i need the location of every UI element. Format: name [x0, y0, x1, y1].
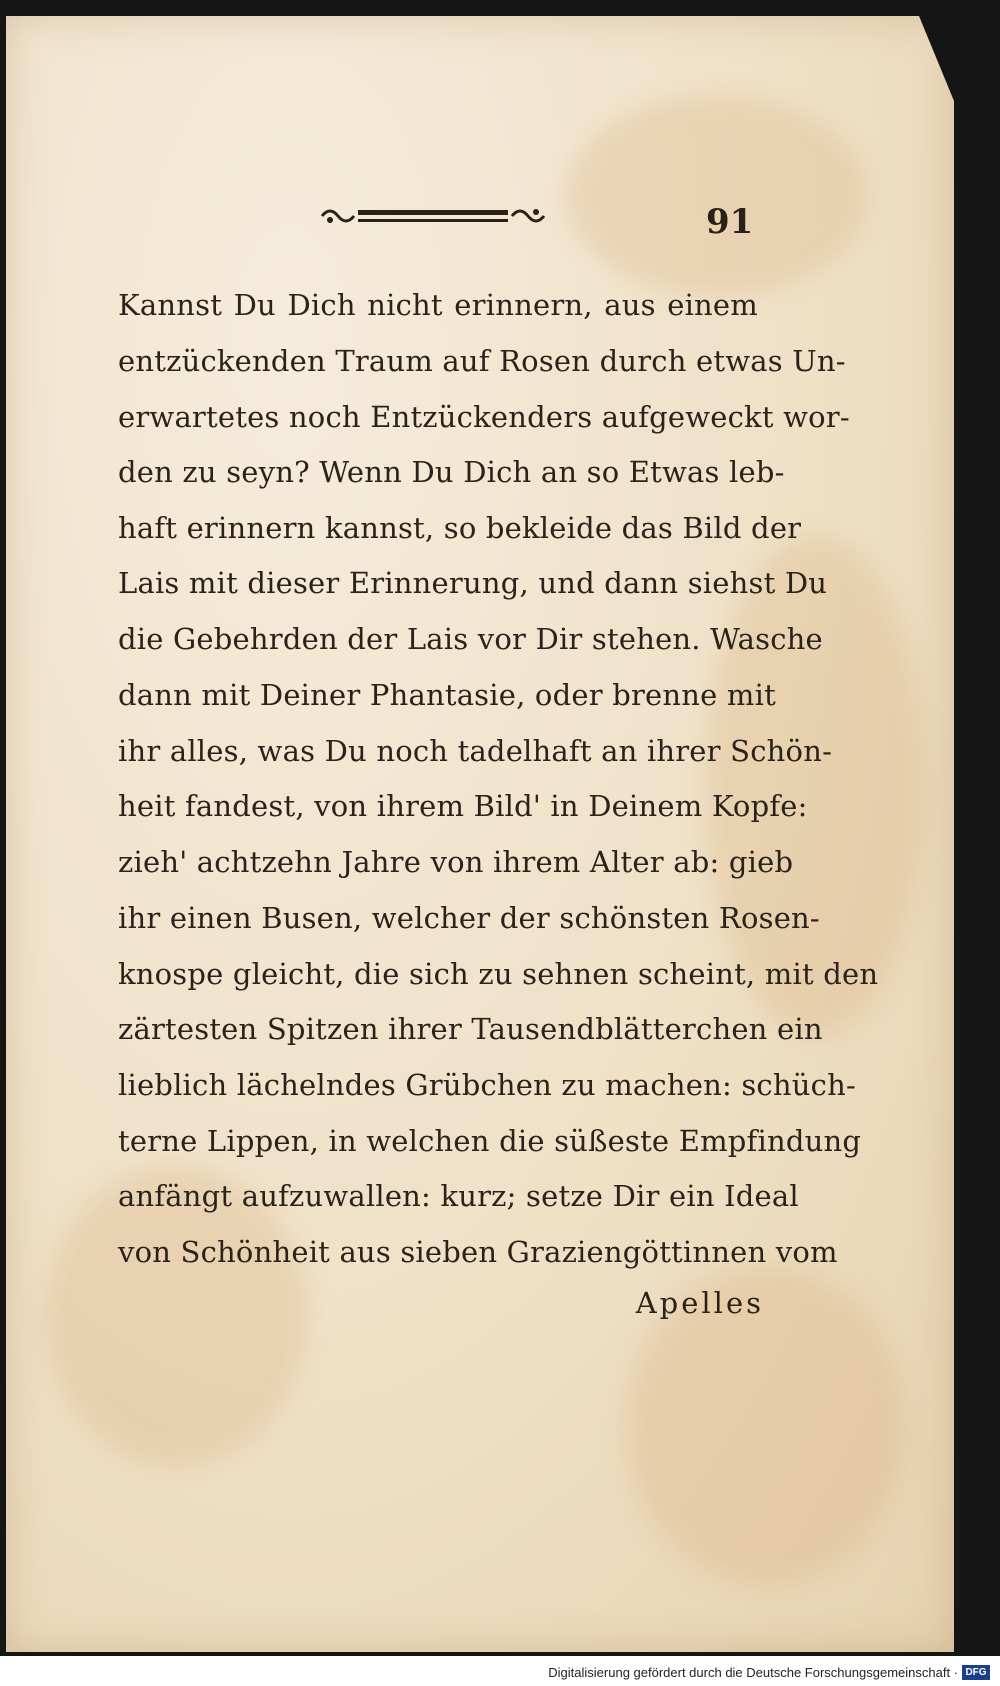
page-number: 91	[706, 202, 754, 242]
text-line: Lais mit dieser Erinnerung, und dann siehst Du	[118, 566, 828, 600]
text-line: heit fandest, von ihrem Bild' in Deinem Kopfe:	[118, 789, 808, 823]
text-line: den zu seyn? Wenn Du Dich an so Etwas leb-	[118, 455, 785, 489]
paper-stain	[566, 96, 866, 296]
text-line: ihr alles, was Du noch tadelhaft an ihrer Schön-	[118, 734, 833, 768]
text-line: lieblich lächelndes Grübchen zu machen: schüch-	[118, 1068, 856, 1102]
catchword: Apelles	[635, 1286, 764, 1320]
text-line: dann mit Deiner Phantasie, oder brenne mit	[118, 678, 776, 712]
text-line: erwartetes noch Entzückenders aufgeweckt wor-	[118, 400, 850, 434]
text-line: knospe gleicht, die sich zu sehnen scheint, mit den	[118, 957, 879, 991]
text-line: die Gebehrden der Lais vor Dir stehen. Wasche	[118, 622, 823, 656]
book-page	[6, 16, 954, 1652]
footer-credit: Digitalisierung gefördert durch die Deutsche Forschungsgemeinschaft ·	[548, 1665, 958, 1680]
text-line: ihr einen Busen, welcher der schönsten Rosen-	[118, 901, 820, 935]
text-line: haft erinnern kannst, so bekleide das Bild der	[118, 511, 802, 545]
text-line: zärtesten Spitzen ihrer Tausendblätterchen ein	[118, 1012, 823, 1046]
text-line: entzückenden Traum auf Rosen durch etwas Un-	[118, 344, 846, 378]
text-line: zieh' achtzehn Jahre von ihrem Alter ab: gieb	[118, 845, 794, 879]
text-line: terne Lippen, in welchen die süßeste Empfindung	[118, 1124, 862, 1158]
footer-bar	[0, 1656, 1000, 1686]
dfg-logo: DFG	[962, 1665, 990, 1680]
header-ornament	[320, 200, 546, 232]
text-line: anfängt aufzuwallen: kurz; setze Dir ein Ideal	[118, 1179, 799, 1213]
text-line: Kannst Du Dich nicht erinnern, aus einem	[118, 288, 758, 322]
text-line: von Schönheit aus sieben Graziengöttinnen vom	[118, 1235, 838, 1269]
